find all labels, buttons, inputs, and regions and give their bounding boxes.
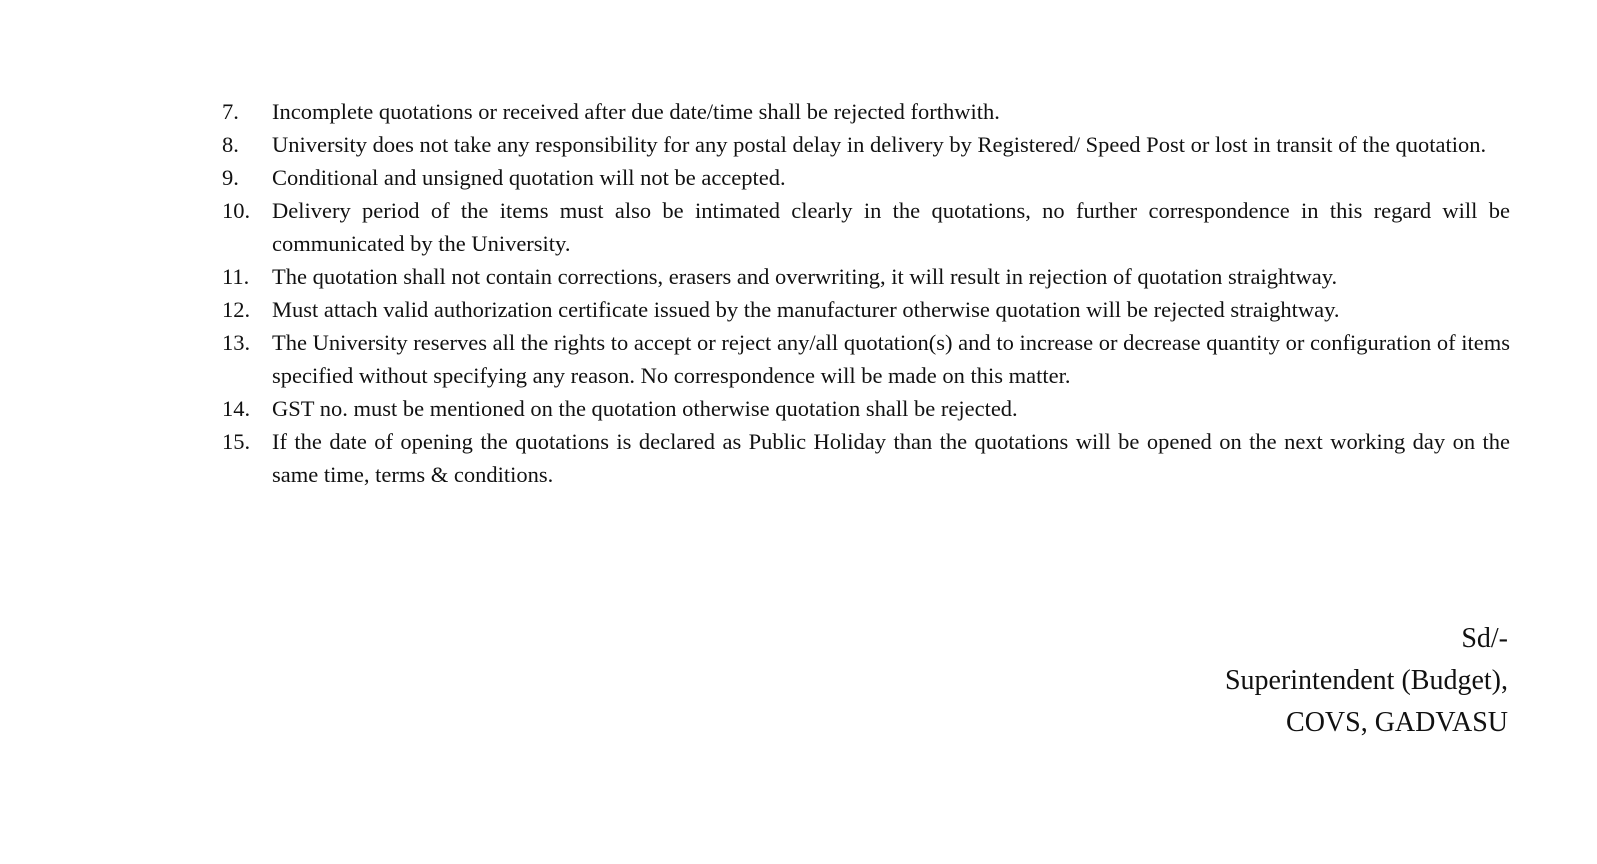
term-item bbox=[222, 95, 1510, 128]
term-item bbox=[222, 392, 1510, 425]
terms-list bbox=[222, 95, 1510, 491]
term-number: 10. bbox=[222, 198, 251, 223]
term-text: Delivery period of the items must also be intimated clearly in the quotations, no further correspondence in this regard will be communicated by the University. bbox=[272, 198, 1510, 256]
term-item bbox=[222, 260, 1510, 293]
term-number: 15. bbox=[222, 429, 251, 454]
term-item bbox=[222, 326, 1510, 392]
term-item bbox=[222, 194, 1510, 260]
term-text: GST no. must be mentioned on the quotation otherwise quotation shall be rejected. bbox=[272, 396, 1018, 421]
term-text: Must attach valid authorization certificate issued by the manufacturer otherwise quotation will be rejected straightway. bbox=[272, 297, 1340, 322]
signatory-designation: Superintendent (Budget), bbox=[1224, 665, 1508, 696]
term-text: The quotation shall not contain corrections, erasers and overwriting, it will result in rejection of quotation straightway. bbox=[272, 264, 1338, 289]
signatory-office: COVS, GADVASU bbox=[1286, 707, 1508, 738]
term-number: 7. bbox=[222, 99, 239, 124]
signature-block bbox=[1225, 618, 1508, 744]
term-item bbox=[222, 425, 1510, 491]
term-text: If the date of opening the quotations is declared as Public Holiday than the quotations will be opened on the next working day on the same time, terms & conditions. bbox=[272, 429, 1510, 487]
term-item bbox=[222, 128, 1510, 161]
term-number: 9. bbox=[222, 165, 239, 190]
term-text: The University reserves all the rights to accept or reject any/all quotation(s) and to increase or decrease quantity or configuration of items specified without specifying any reason. No correspondence will be made on this matter. bbox=[272, 330, 1510, 388]
term-number: 8. bbox=[222, 132, 239, 157]
term-text: Incomplete quotations or received after due date/time shall be rejected forthwith. bbox=[272, 99, 1000, 124]
term-item bbox=[222, 161, 1510, 194]
term-number: 11. bbox=[222, 264, 250, 289]
term-number: 14. bbox=[222, 396, 251, 421]
term-text: University does not take any responsibility for any postal delay in delivery by Registered/ Speed Post or lost in transit of the quotation. bbox=[272, 132, 1487, 157]
term-number: 13. bbox=[222, 330, 251, 355]
term-number: 12. bbox=[222, 297, 251, 322]
term-item bbox=[222, 293, 1510, 326]
signature-mark: Sd/- bbox=[1461, 623, 1508, 654]
term-text: Conditional and unsigned quotation will not be accepted. bbox=[272, 165, 786, 190]
